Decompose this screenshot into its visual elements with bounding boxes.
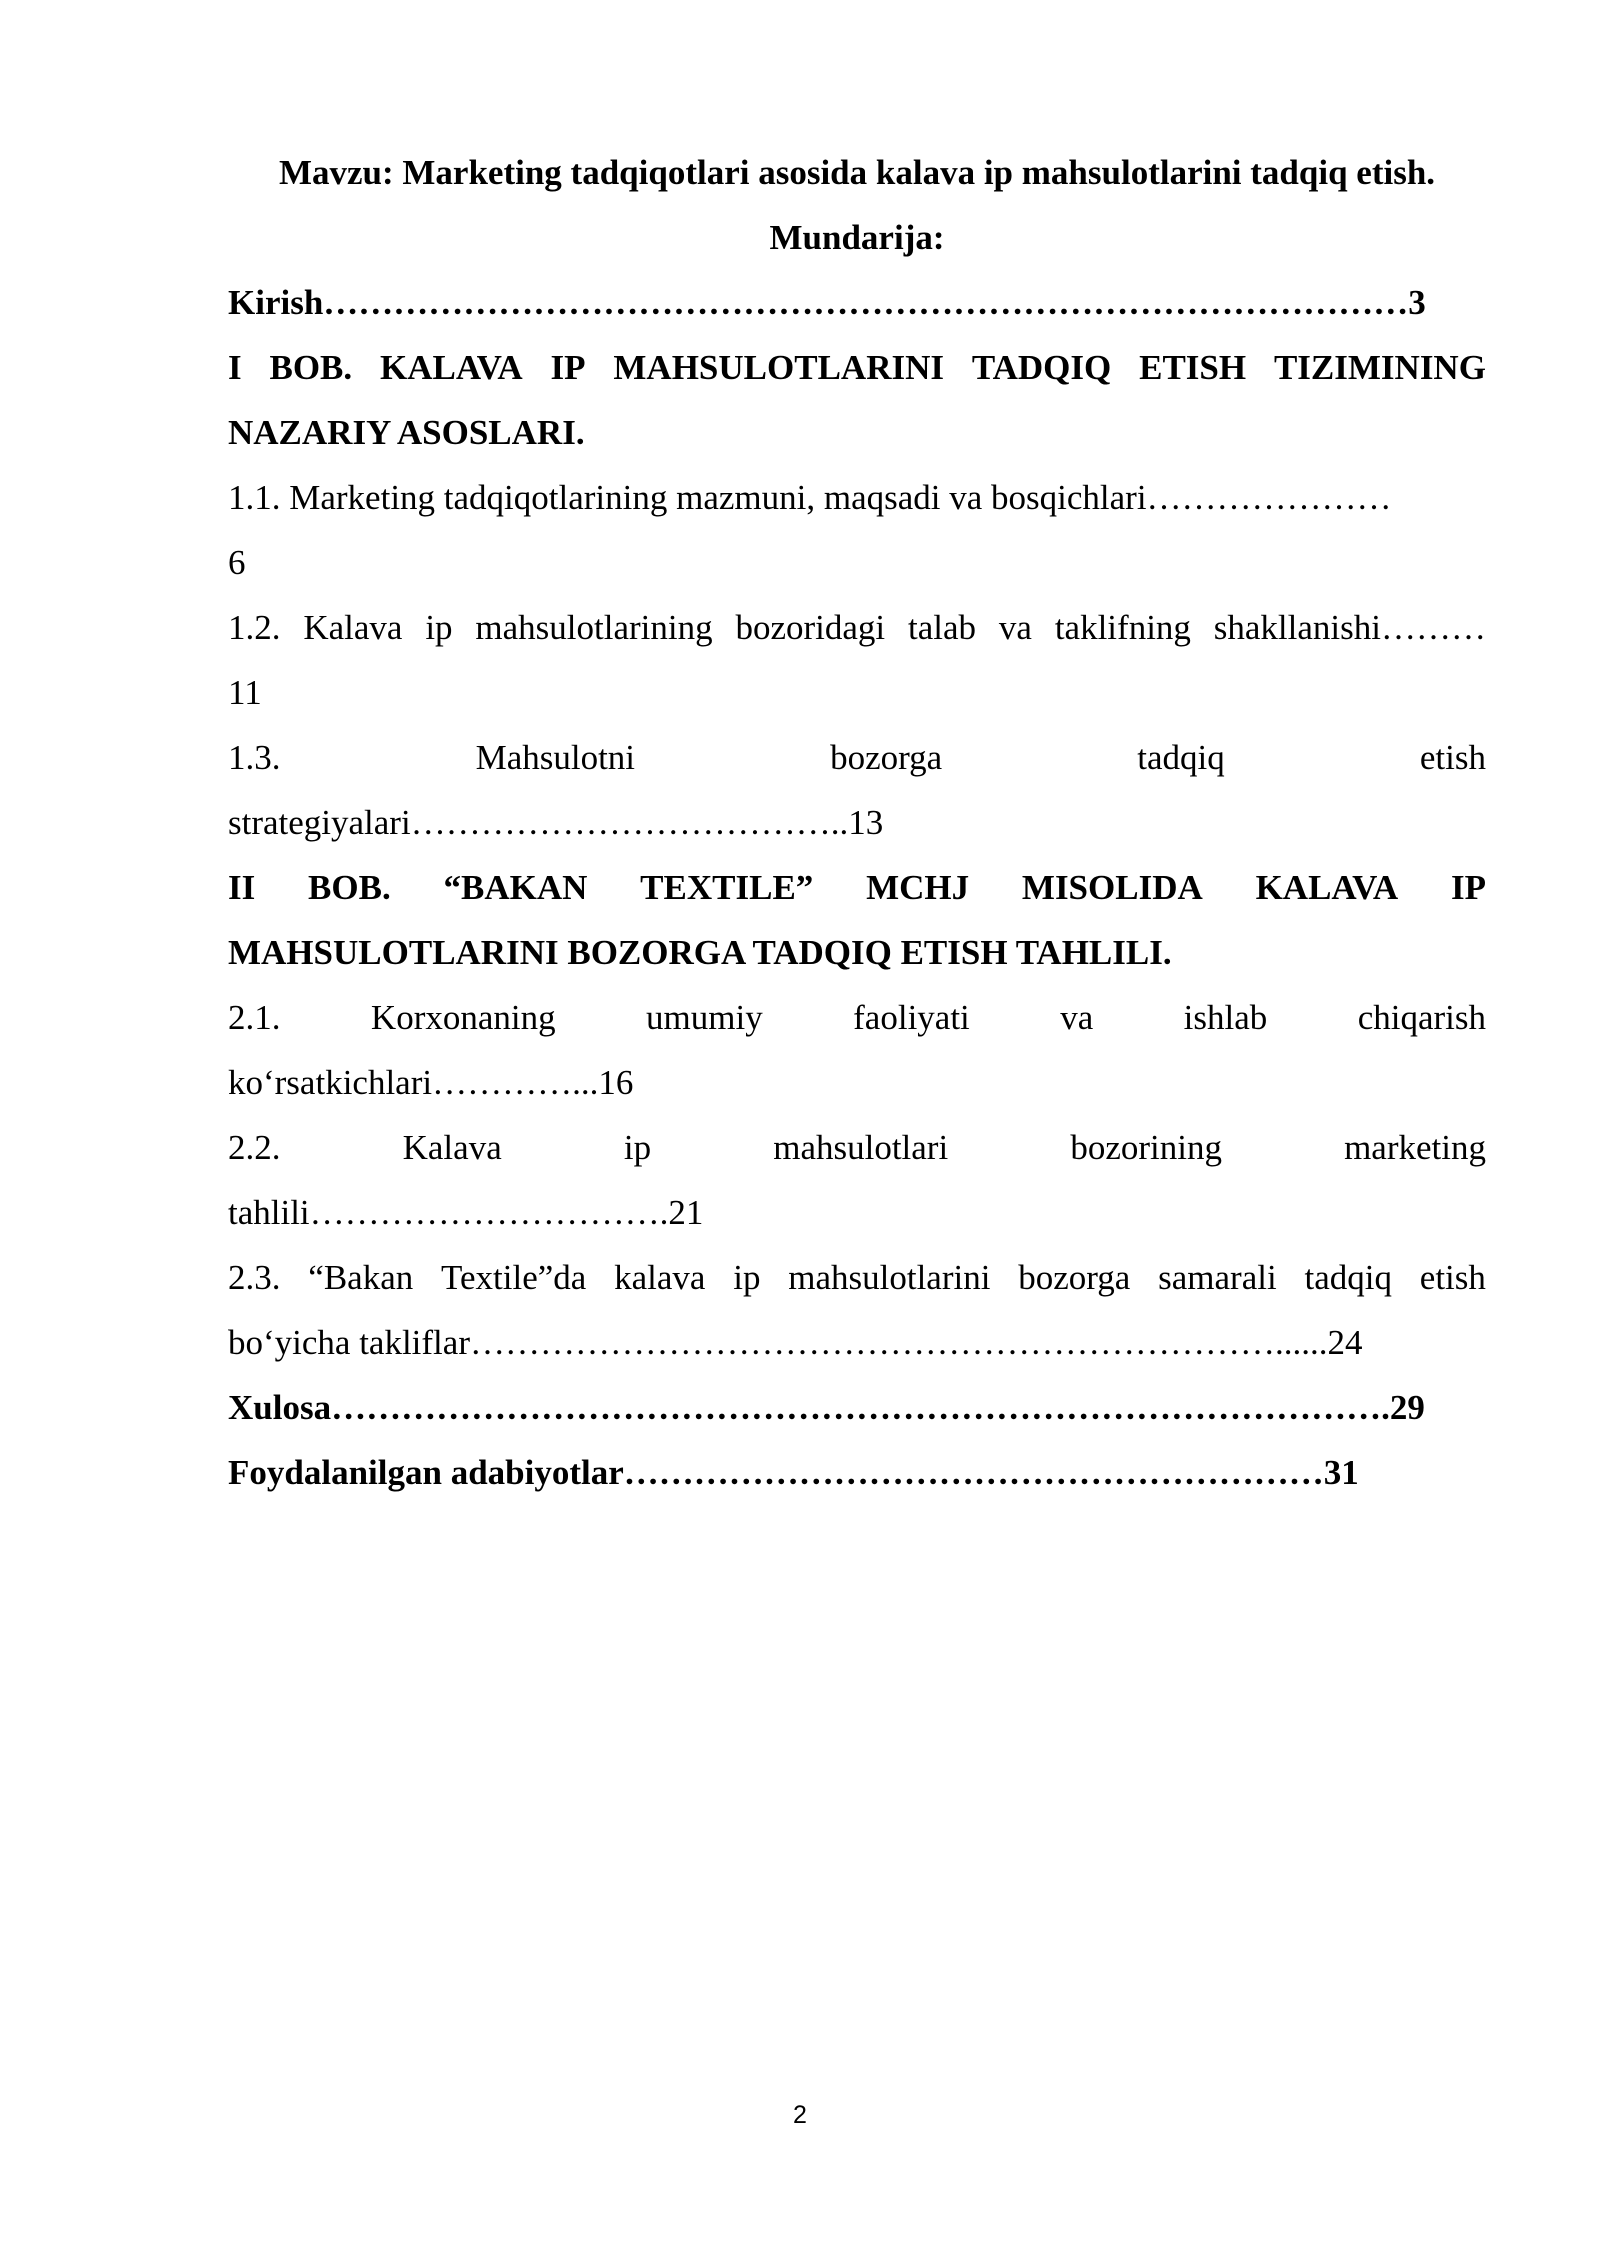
toc-entry-1-1: 1.1. Marketing tadqiqotlarining mazmuni, maqsadi va bosqichlari………………… [228,478,1392,517]
toc-word: ETISH [1139,348,1247,387]
toc-entry-2-3-cont: boʻyicha takliflar……………………………………………………………......24 [228,1323,1363,1362]
toc-word: Kalava [303,608,403,647]
toc-entry-1-3-cont: strategiyalari………………………………..13 [228,803,884,842]
toc-word: MISOLIDA [1021,868,1203,907]
toc-entry-2-2-cont: tahlili………………………….21 [228,1193,704,1232]
toc-word: mahsulotlarini [788,1258,991,1297]
toc-word: 2.1. [228,998,281,1037]
toc-word: tadqiq [1137,738,1225,777]
toc-word: KALAVA [380,348,523,387]
toc-word: mahsulotlarining [475,608,713,647]
toc-word: BOB. [269,348,353,387]
document-page [228,140,1486,1505]
toc-word: etish [1419,738,1486,777]
toc-word: Textile”da [441,1258,587,1297]
toc-word: MCHJ [866,868,970,907]
toc-chapter-1-heading [228,335,1486,400]
toc-entry-2-2 [228,1115,1486,1180]
toc-word: kalava [614,1258,706,1297]
toc-word: I [228,348,242,387]
toc-word: Kalava [402,1128,502,1167]
toc-word: IP [550,348,586,387]
toc-word: ishlab [1183,998,1268,1037]
toc-heading: Mundarija: [769,218,945,257]
toc-word: 1.2. [228,608,281,647]
toc-word: KALAVA [1255,868,1399,907]
toc-chapter-2-heading-cont: MAHSULOTLARINI BOZORGA TADQIQ ETISH TAHLILI. [228,933,1172,972]
toc-word: va [998,608,1032,647]
toc-word: mahsulotlari [773,1128,949,1167]
toc-word: II [228,868,256,907]
toc-word: TADQIQ [971,348,1112,387]
toc-word: etish [1419,1258,1486,1297]
toc-entry-conclusion: Xulosa……………………………………………………………………………….29 [228,1388,1425,1427]
document-title: Mavzu: Marketing tadqiqotlari asosida kalava ip mahsulotlarini tadqiq etish. [278,153,1436,192]
toc-word: taklifning [1054,608,1191,647]
toc-word: IP [1451,868,1486,907]
toc-entry-2-3 [228,1245,1486,1310]
toc-word: umumiy [646,998,763,1037]
toc-word: Korxonaning [370,998,556,1037]
toc-word: bozorining [1070,1128,1222,1167]
toc-word: BOB. [308,868,391,907]
toc-entry-1-1-page: 6 [228,543,246,582]
toc-word: bozoridagi [735,608,886,647]
toc-word: samarali [1158,1258,1277,1297]
toc-entry-1-2 [228,595,1486,660]
toc-word: tadqiq [1304,1258,1392,1297]
toc-word: 2.3. [228,1258,281,1297]
toc-word: “Bakan [308,1258,414,1297]
toc-word: marketing [1344,1128,1486,1167]
toc-word: “BAKAN [443,868,588,907]
toc-word: ip [425,608,453,647]
toc-entry-references: Foydalanilgan adabiyotlar……………………………………………………31 [228,1453,1359,1492]
toc-word: ip [733,1258,761,1297]
toc-entry-1-2-page: 11 [228,673,262,712]
toc-word: ip [623,1128,652,1167]
toc-chapter-1-heading-cont: NAZARIY ASOSLARI. [228,413,585,452]
toc-word: MAHSULOTLARINI [613,348,944,387]
toc-word: chiqarish [1357,998,1486,1037]
toc-word: 1.3. [228,738,281,777]
toc-entry-2-1-cont: koʻrsatkichlari…………...16 [228,1063,634,1102]
toc-entry-intro: Kirish…………………………………………………………………………………3 [228,283,1426,322]
toc-word: va [1060,998,1094,1037]
toc-word: shakllanishi……… [1213,608,1486,647]
toc-word: bozorga [830,738,943,777]
toc-word: 2.2. [228,1128,281,1167]
page-number: 2 [793,2101,807,2129]
toc-entry-2-1 [228,985,1486,1050]
toc-word: TEXTILE” [640,868,814,907]
toc-entry-1-3 [228,725,1486,790]
toc-word: talab [908,608,977,647]
toc-word: faoliyati [853,998,970,1037]
toc-word: TIZIMINING [1273,348,1486,387]
toc-chapter-2-heading [228,855,1486,920]
toc-word: bozorga [1018,1258,1131,1297]
toc-word: Mahsulotni [475,738,636,777]
